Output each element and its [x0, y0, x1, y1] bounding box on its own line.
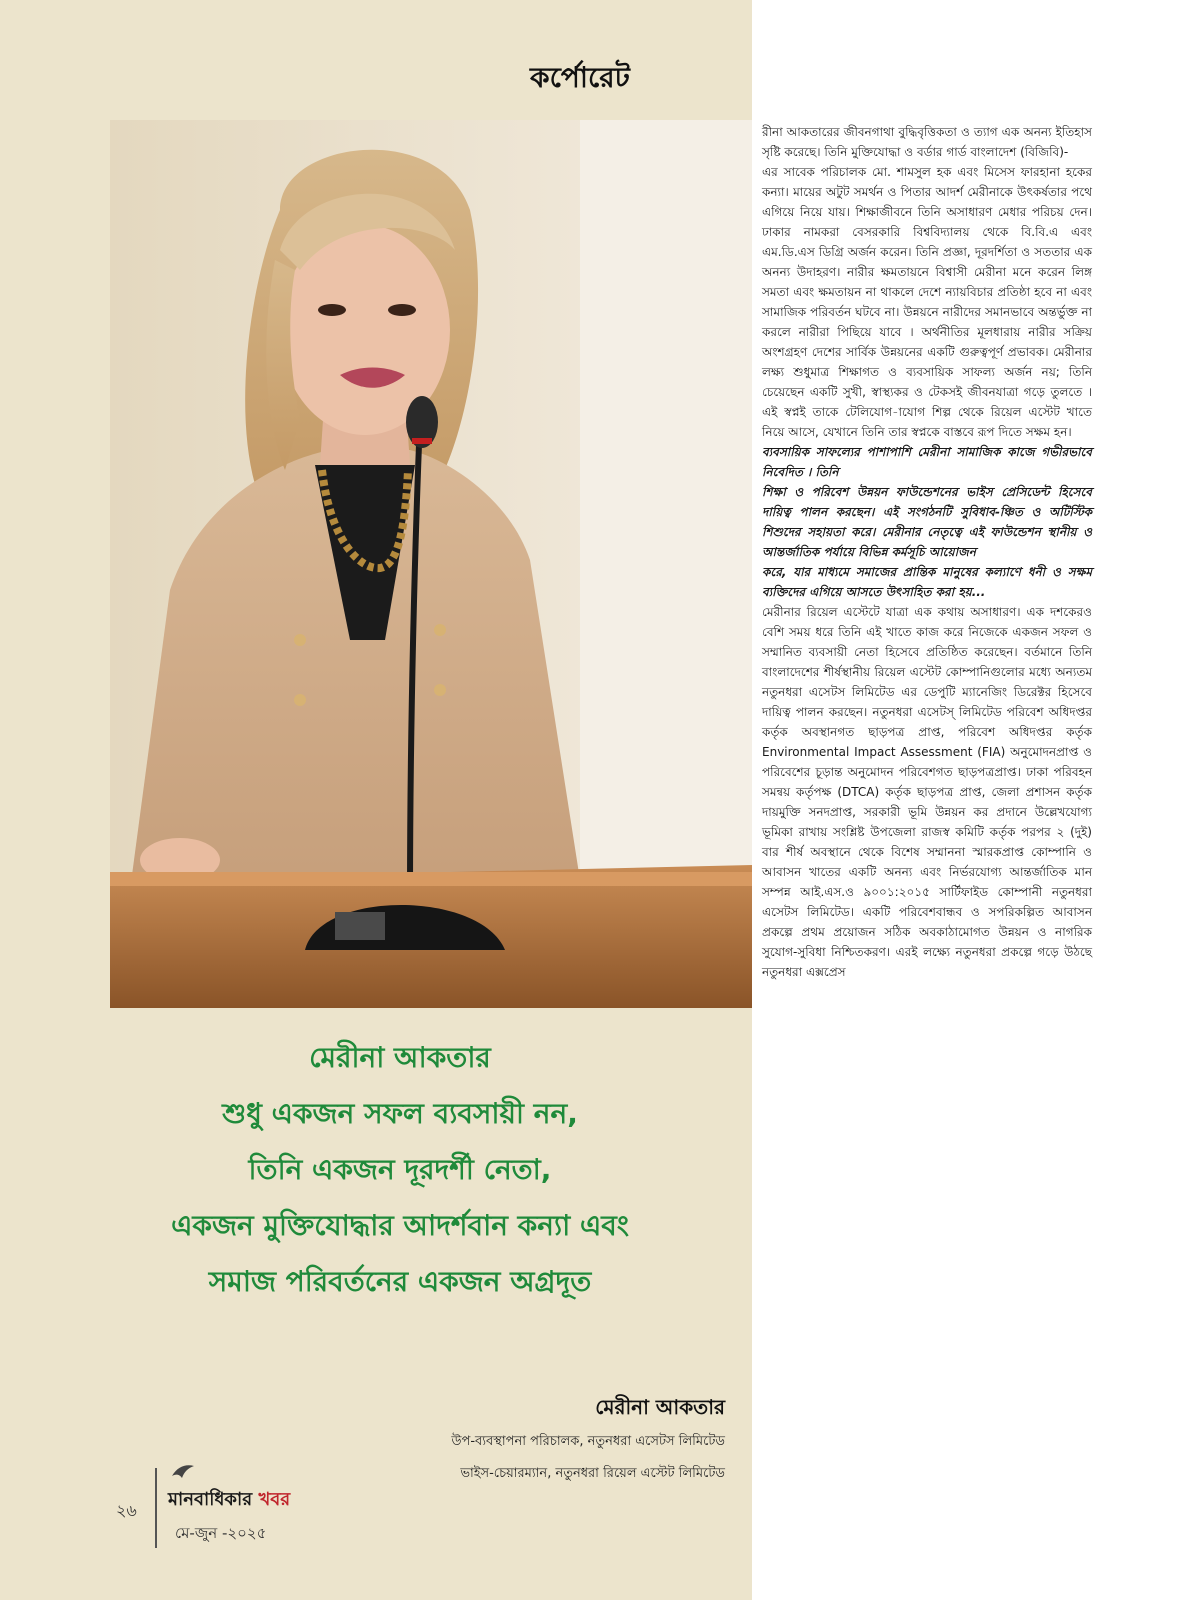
headline-line: শুধু একজন সফল ব্যবসায়ী নন,: [222, 1097, 578, 1130]
magazine-logo: [168, 1485, 290, 1516]
article-paragraph: মেরীনার রিয়েল এস্টেটে যাত্রা এক কথায় অসাধারণ। এক দশকেরও বেশি সময় ধরে তিনি এই খাতে কাজ করে নিজেকে একজন সফল ও সম্মানিত ব্যবসায়ী নেতা হিসেবে প্রতিষ্ঠিত করেছেন। বর্তমানে তিনি বাংলাদেশের শীর্ষস্থানীয় রিয়েল এস্টেট কোম্পানিগুলোর মধ্যে অন্যতম নতুনধরা এসেটস লিমিটেড এর ডেপুটি ম্যানেজিং ডিরেক্টর হিসেবে দায়িত্ব পালন করছেন। নতুনধরা এসেটস্ লিমিটেড পরিবেশ অধিদপ্তর কর্তৃক অবস্থানগত ছাড়পত্র প্রাপ্ত, পরিবেশ অধিদপ্তর কর্তৃক Environmental Impact Assessment (FIA) অনুমোদনপ্রাপ্ত ও পরিবেশের চূড়ান্ত অনুমোদন পরিবেশগত ছাড়পত্রপ্রাপ্ত। ঢাকা পরিবহন সমন্বয় কর্তৃপক্ষ (DTCA) কর্তৃক ছাড়পত্র প্রাপ্ত, জেলা প্রশাসন কর্তৃক দায়মুক্তি সনদপ্রাপ্ত, সরকারী ভূমি উন্নয়ন কর প্রদানে উল্লেখযোগ্য ভূমিকা রাখায় সংশ্লিষ্ট উপজেলা রাজস্ব কমিটি কর্তৃক পরপর ২ (দুই) বার শীর্ষ অবস্থানে থেকে বিশেষ সম্মাননা স্মারকপ্রাপ্ত কোম্পানি ও আবাসন খাতের একটি অনন্য এবং নির্ভরযোগ্য আন্তর্জাতিক মান সম্পন্ন আই.এস.ও ৯০০১:২০১৫ সার্টিফাইড কোম্পানী নতুনধরা এসেটস লিমিটেড। একটি পরিবেশবান্ধব ও সপরিকল্পিত আবাসন প্রকল্পে প্রথম প্রয়োজন সঠিক অবকাঠামোগত উন্নয়ন ও নাগরিক সুযোগ-সুবিধা নিশ্চিতকরণ। এরই লক্ষ্যে নতুনধরা প্রকল্পে গড়ে উঠছে নতুনধরা এক্সপ্রেস: [762, 605, 1092, 979]
article-paragraph: এর সাবেক পরিচালক মো. শামসুল হক এবং মিসেস ফারহানা হকের কন্যা। মায়ের অটুট সমর্থন ও পিতার আদর্শ মেরীনাকে উৎকর্ষতার পথে এগিয়ে নিয়ে যায়। শিক্ষাজীবনে তিনি অসাধারণ মেধার পরিচয় দেন। ঢাকার নামকরা বেসরকারি বিশ্ববিদ্যালয় থেকে বি.বি.এ এবং এম.ডি.এস ডিগ্রি অর্জন করেন। তিনি প্রজ্ঞা, দূরদর্শিতা ও সততার এক অনন্য উদাহরণ। নারীর ক্ষমতায়নে বিশ্বাসী মেরীনা মনে করেন লিঙ্গ সমতা এবং ক্ষমতায়ন না থাকলে দেশে ন্যায়বিচার প্রতিষ্ঠা হবে না এবং সামাজিক পরিবর্তন ঘটবে না। উন্নয়নে নারীদের সমানভাবে অন্তর্ভুক্ত না করলে নারীরা পিছিয়ে যাবে । অর্থনীতির মূলধারায় নারীর সক্রিয় অংশগ্রহণ দেশের সার্বিক উন্নয়নের একটি গুরুত্বপূর্ণ প্রভাবক। মেরীনার লক্ষ্য শুধুমাত্র শিক্ষাগত ও ব্যবসায়িক সাফল্য অর্জন নয়; তিনি চেয়েছেন একটি সুখী, স্বাস্থ্যকর ও টেকসই জীবনযাত্রা গড়ে তুলতে । এই স্বপ্নই তাকে টেলিযোগ-াযোগ শিল্প থেকে রিয়েল এস্টেট খাতে নিয়ে আসে, যেখানে তিনি তার স্বপ্নকে বাস্তবে রূপ দিতে সক্ষম হন।: [762, 165, 1092, 439]
signature-role: ভাইস-চেয়ারম্যান, নতুনধরা রিয়েল এস্টেট লিমিটেড: [460, 1466, 725, 1481]
signature-name: মেরীনা আকতার: [595, 1395, 725, 1419]
section-label: কর্পোরেট: [530, 61, 630, 94]
speaker-at-podium-icon: [110, 120, 752, 1008]
headline-line: সমাজ পরিবর্তনের একজন অগ্রদূত: [208, 1265, 592, 1298]
dove-logo-icon: [170, 1462, 196, 1482]
article-body: [762, 122, 1092, 982]
issue-date: মে-জুন -২০২৫: [175, 1524, 267, 1542]
headline: [60, 1030, 740, 1310]
logo-accent-text: খবর: [258, 1489, 291, 1510]
article-paragraph: রীনা আকতারের জীবনগাথা বুদ্ধিবৃত্তিকতা ও ত্যাগ এক অনন্য ইতিহাস সৃষ্টি করেছে। তিনি মুক্তিযোদ্ধা ও বর্ডার গার্ড বাংলাদেশ (বিজিবি)-: [762, 125, 1092, 159]
page-number: ২৬: [116, 1501, 137, 1520]
footer-divider: [155, 1468, 157, 1548]
signature-role: উপ-ব্যবস্থাপনা পরিচালক, নতুনধরা এসেটস লিমিটেড: [451, 1434, 725, 1449]
headline-line: একজন মুক্তিযোদ্ধার আদর্শবান কন্যা এবং: [171, 1209, 629, 1242]
logo-main-text: মানবাধিকার: [168, 1489, 253, 1510]
headline-line: মেরীনা আকতার: [309, 1041, 491, 1074]
speaker-photo: [110, 120, 752, 1008]
article-paragraph-emphasis: করে, যার মাধ্যমে সমাজের প্রান্তিক মানুষের কল্যাণে ধনী ও সক্ষম ব্যক্তিদের এগিয়ে আসতে উৎসাহিত করা হয়...: [762, 565, 1092, 599]
article-paragraph-emphasis: শিক্ষা ও পরিবেশ উন্নয়ন ফাউন্ডেশনের ভাইস প্রেসিডেন্ট হিসেবে দায়িত্ব পালন করছেন। এই সংগঠনটি সুবিধাব-ঞ্চিত ও অটিস্টিক শিশুদের সহায়তা করে। মেরীনার নেতৃত্বে এই ফাউন্ডেশন স্থানীয় ও আন্তর্জাতিক পর্যায়ে বিভিন্ন কর্মসূচি আয়োজন: [762, 485, 1092, 559]
headline-line: তিনি একজন দূরদর্শী নেতা,: [248, 1153, 552, 1186]
article-paragraph-emphasis: ব্যবসায়িক সাফল্যের পাশাপাশি মেরীনা সামাজিক কাজে গভীরভাবে নিবেদিত । তিনি: [762, 445, 1092, 479]
